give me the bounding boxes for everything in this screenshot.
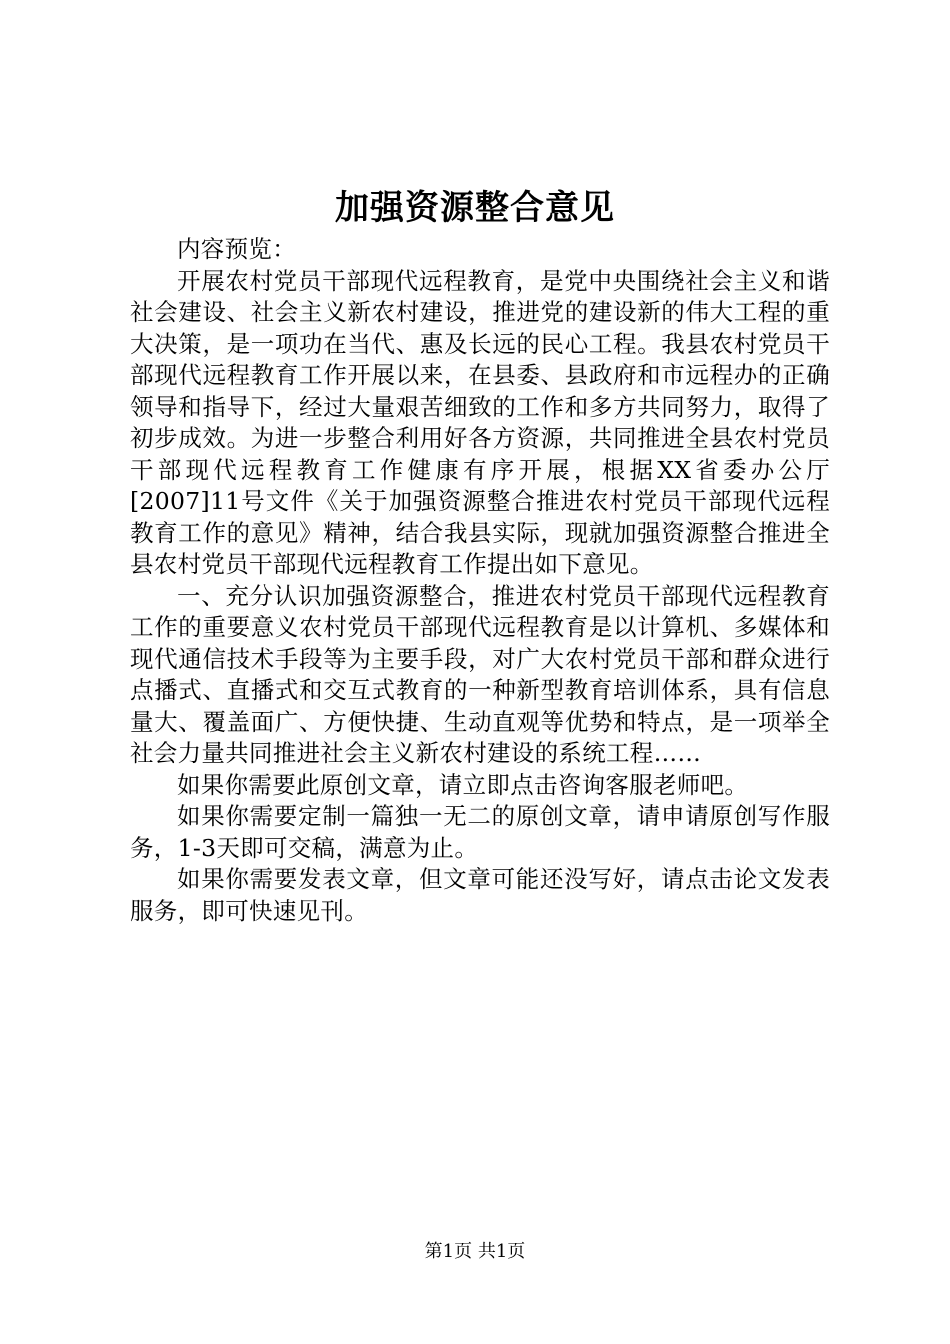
document-title: 加强资源整合意见	[335, 188, 615, 228]
document-body	[130, 234, 830, 927]
paragraph-section-one: 一、充分认识加强资源整合，推进农村党员干部现代远程教育工作的重要意义农村党员干部现代远程教育是以计算机、多媒体和现代通信技术手段等为主要手段，对广大农村党员干部和群众进行点播式、直播式和交互式教育的一种新型教育培训体系，具有信息量大、覆盖面广、方便快捷、生动直观等优势和特点，是一项举全社会力量共同推进社会主义新农村建设的系统工程……	[130, 581, 830, 767]
page-number: 第1页 共1页	[424, 1241, 526, 1262]
paragraph-consult-link[interactable]: 如果你需要此原创文章，请立即点击咨询客服老师吧。	[177, 770, 749, 799]
paragraph-publish-link[interactable]: 如果你需要发表文章，但文章可能还没写好，请点击论文发表服务，即可快速见刊。	[130, 865, 830, 925]
paragraph-custom-writing-link[interactable]: 如果你需要定制一篇独一无二的原创文章，请申请原创写作服务，1-3天即可交稿，满意为止。	[130, 802, 830, 862]
paragraph-intro: 开展农村党员干部现代远程教育，是党中央围绕社会主义和谐社会建设、社会主义新农村建设，推进党的建设新的伟大工程的重大决策，是一项功在当代、惠及长远的民心工程。我县农村党员干部现代远程教育工作开展以来，在县委、县政府和市远程办的正确领导和指导下，经过大量艰苦细致的工作和多方共同努力，取得了初步成效。为进一步整合利用好各方资源，共同推进全县农村党员干部现代远程教育工作健康有序开展，根据XX省委办公厅[2007]11号文件《关于加强资源整合推进农村党员干部现代远程教育工作的意见》精神，结合我县实际，现就加强资源整合推进全县农村党员干部现代远程教育工作提出如下意见。	[130, 266, 830, 578]
preview-label: 内容预览：	[177, 235, 296, 263]
